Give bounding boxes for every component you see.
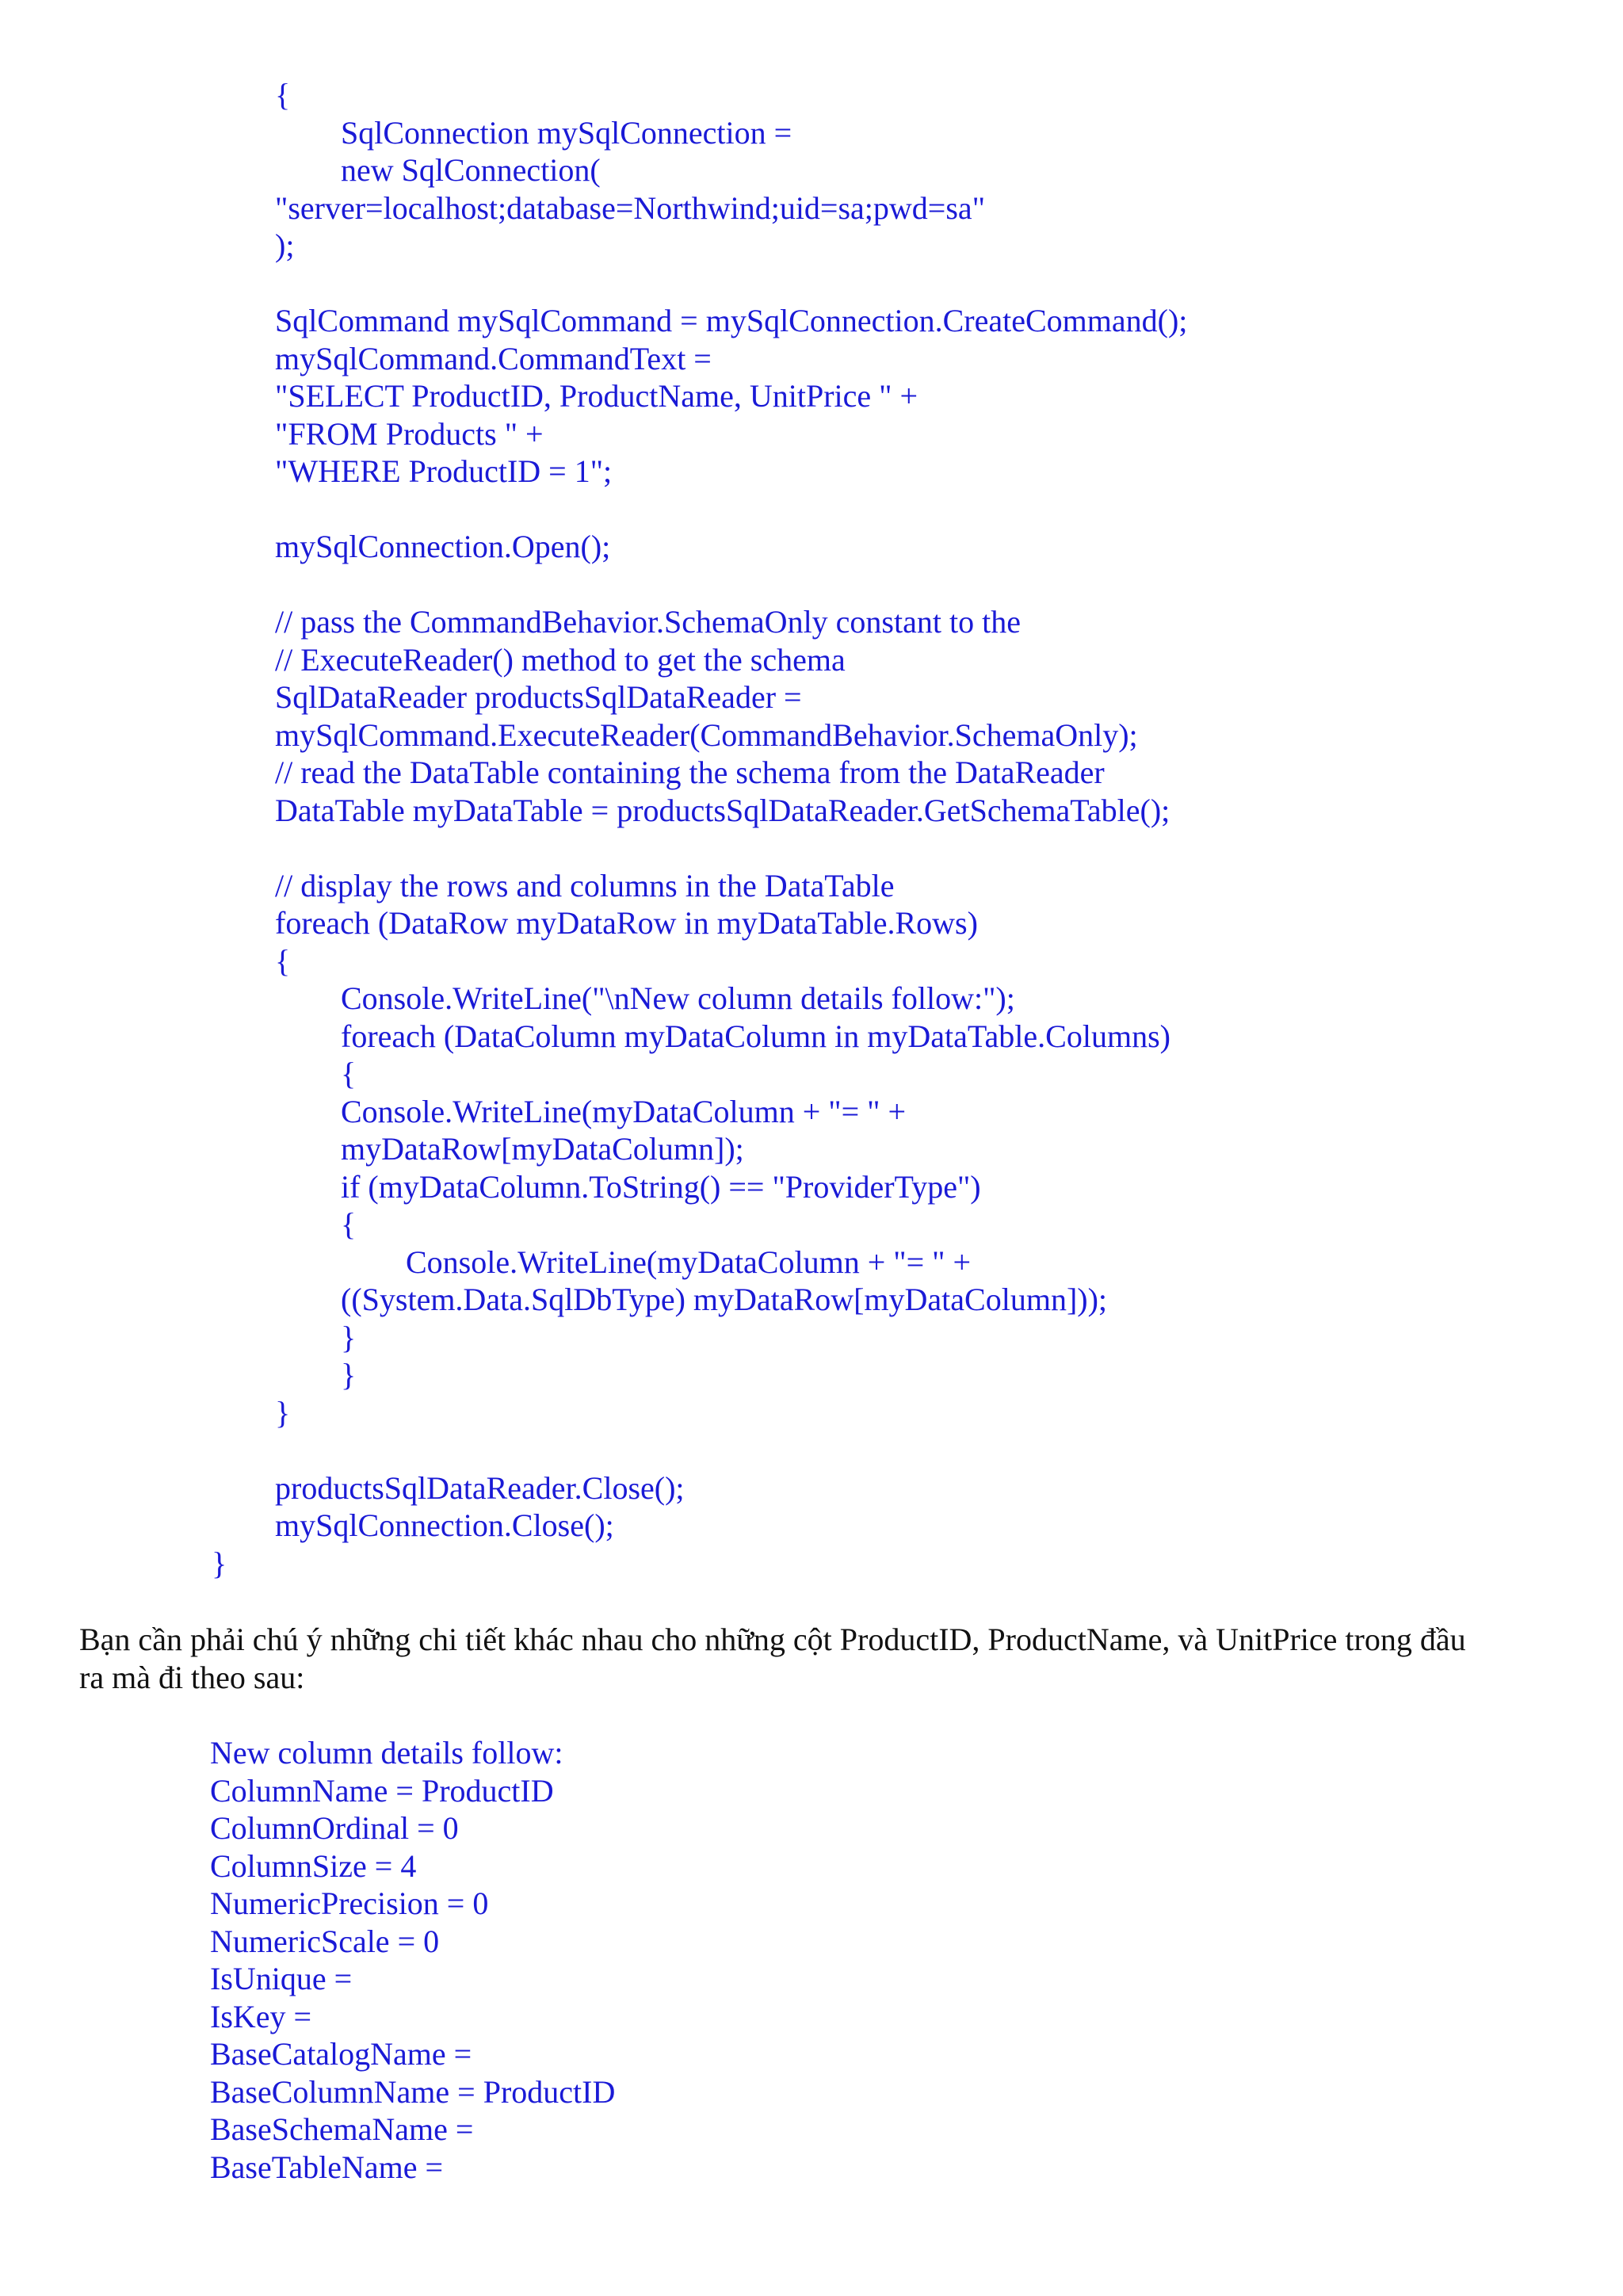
output-line: New column details follow:	[210, 1735, 563, 1771]
code-line: if (myDataColumn.ToString() == "ProviderType")	[341, 1168, 981, 1205]
code-line: {	[341, 1056, 357, 1091]
output-line: IsUnique =	[210, 1961, 353, 1996]
code-line: }	[341, 1357, 357, 1392]
code-line: );	[275, 227, 295, 263]
code-line: mySqlConnection.Close();	[275, 1507, 614, 1543]
output-line: NumericPrecision = 0	[210, 1885, 489, 1921]
output-line: IsKey =	[210, 1998, 312, 2034]
code-line	[0, 265, 1623, 303]
code-line	[0, 829, 1623, 867]
code-line: "server=localhost;database=Northwind;uid=sa;pwd=sa"	[275, 189, 986, 226]
code-line: {	[341, 1206, 357, 1242]
code-line: myDataRow[myDataColumn]);	[341, 1131, 744, 1167]
code-line: ((System.Data.SqlDbType) myDataRow[myDataColumn]));	[341, 1282, 1108, 1317]
output-line: ColumnSize = 4	[210, 1847, 417, 1884]
output-line: ColumnName = ProductID	[210, 1772, 554, 1809]
code-line: // pass the CommandBehavior.SchemaOnly constant to the	[275, 604, 1021, 640]
output-line: BaseSchemaName =	[210, 2111, 474, 2147]
code-line: Console.WriteLine(myDataColumn + "= " +	[341, 1093, 907, 1129]
console-output	[210, 1734, 615, 2186]
code-line: "FROM Products " +	[275, 415, 544, 452]
code-line: {	[275, 77, 291, 113]
paragraph-line-1: Bạn cần phải chú ý những chi tiết khác nhau cho những cột ProductID, ProductName, và UnitPrice trong đầu	[79, 1622, 1466, 1657]
code-line: SqlCommand mySqlCommand = mySqlConnection.CreateCommand();	[275, 303, 1188, 338]
code-line: SqlDataReader productsSqlDataReader =	[275, 679, 802, 715]
code-line	[0, 491, 1623, 529]
code-line: mySqlCommand.CommandText =	[275, 340, 712, 376]
code-line: }	[275, 1394, 291, 1431]
paragraph-line-2: ra mà đi theo sau:	[79, 1659, 305, 1695]
code-line: foreach (DataRow myDataRow in myDataTable.Rows)	[275, 905, 978, 941]
code-line: // read the DataTable containing the schema from the DataReader	[275, 755, 1105, 790]
code-line: }	[212, 1545, 227, 1581]
code-line: "SELECT ProductID, ProductName, UnitPrice " +	[275, 378, 918, 414]
code-line: Console.WriteLine(myDataColumn + "= " +	[406, 1244, 972, 1280]
code-line: SqlConnection mySqlConnection =	[341, 114, 792, 151]
output-line: BaseCatalogName =	[210, 2036, 472, 2072]
code-line: mySqlConnection.Open();	[275, 529, 611, 564]
code-line: new SqlConnection(	[341, 152, 601, 188]
code-line	[0, 566, 1623, 604]
output-line: BaseColumnName = ProductID	[210, 2073, 616, 2110]
code-line: productsSqlDataReader.Close();	[275, 1469, 685, 1506]
code-line: foreach (DataColumn myDataColumn in myDataTable.Columns)	[341, 1018, 1170, 1054]
output-line: ColumnOrdinal = 0	[210, 1810, 459, 1846]
code-line: DataTable myDataTable = productsSqlDataReader.GetSchemaTable();	[275, 792, 1170, 828]
code-line: mySqlCommand.ExecuteReader(CommandBehavior.SchemaOnly);	[275, 716, 1138, 753]
code-line: Console.WriteLine("\nNew column details follow:");	[341, 980, 1015, 1016]
explanation-paragraph	[79, 1621, 1553, 1696]
output-line: NumericScale = 0	[210, 1923, 440, 1959]
code-listing	[0, 76, 1623, 1582]
code-line	[0, 1431, 1623, 1469]
code-line: "WHERE ProductID = 1";	[275, 453, 613, 489]
output-line: BaseTableName =	[210, 2149, 444, 2185]
code-line: // display the rows and columns in the DataTable	[275, 867, 895, 904]
code-line: {	[275, 942, 291, 979]
code-line: }	[341, 1319, 357, 1355]
code-line: // ExecuteReader() method to get the schema	[275, 641, 846, 678]
